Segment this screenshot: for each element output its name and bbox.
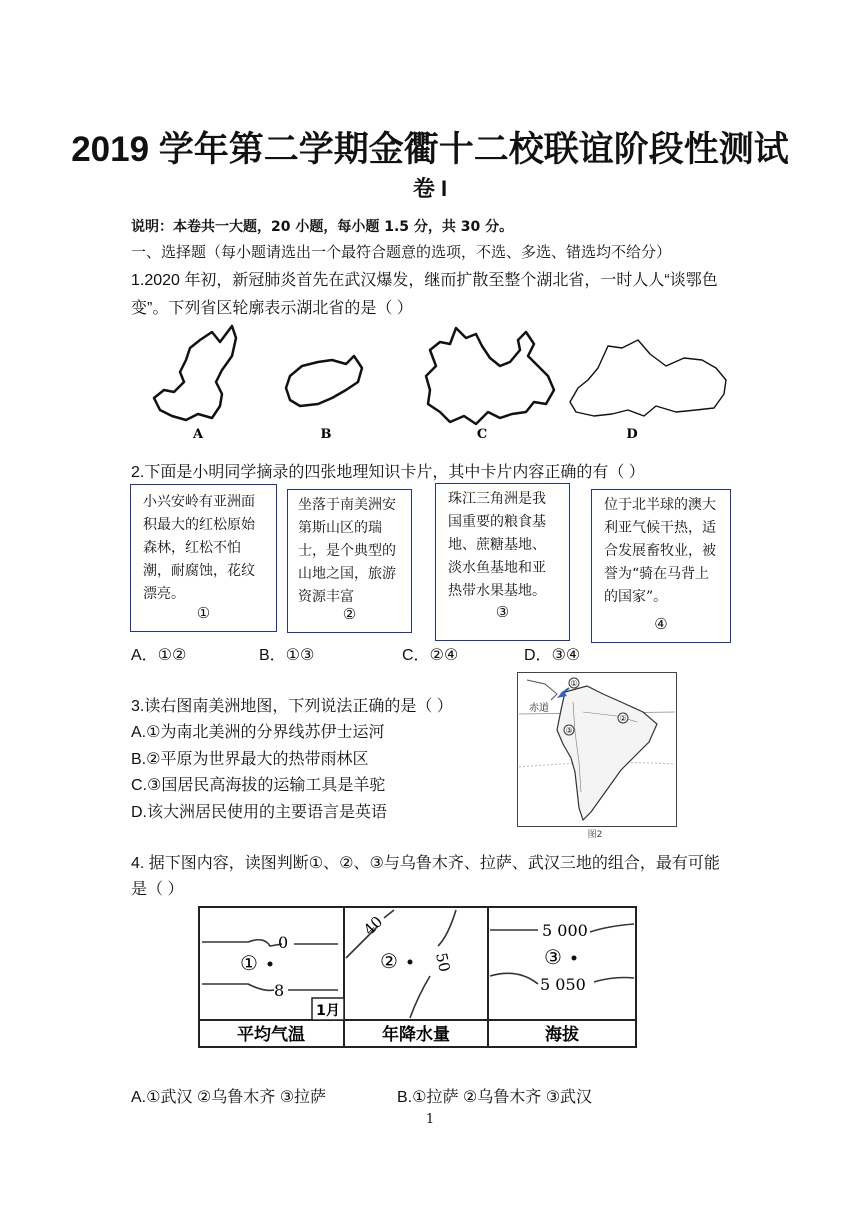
- page-subtitle: 卷 I: [412, 176, 448, 201]
- outline-b: [286, 356, 362, 406]
- q3-option-a: A.①为南北美洲的分界线苏伊士运河: [131, 724, 385, 741]
- page-title: 2019 学年第二学期金衢十二校联谊阶段性测试: [71, 130, 789, 169]
- map-caption: 图2: [587, 830, 603, 840]
- card-text: 小兴安岭有亚洲面积最大的红松原始森林，红松不怕潮，耐腐蚀，花纹漂亮。: [143, 494, 255, 602]
- panel2-isoline-a: 40: [360, 912, 387, 939]
- q1-stem-line1: 1.2020 年初，新冠肺炎首先在武汉爆发，继而扩散至整个湖北省，一时人人“谈鄂色: [131, 272, 718, 289]
- outline-a: [154, 326, 236, 420]
- card-number: ④: [654, 615, 668, 633]
- panel1-mark: ①: [240, 951, 258, 975]
- card-text: 珠江三角洲是我国重要的粮食基地、蔗糖基地、淡水鱼基地和亚热带水果基地。: [448, 491, 546, 599]
- q4-option-a: A.①武汉 ②乌鲁木齐 ③拉萨: [131, 1089, 327, 1106]
- q2-option-d: D．③④: [524, 647, 581, 664]
- label-d: D: [626, 427, 638, 442]
- q2-option-a: A．①②: [131, 647, 187, 664]
- label-c: C: [476, 427, 488, 442]
- card-number: ②: [342, 605, 357, 623]
- q2-option-b: B．①③: [259, 647, 315, 664]
- map-mark-3: ③: [565, 726, 573, 735]
- panel3-isoline-a: 5 000: [542, 921, 588, 940]
- outline-d: [570, 340, 726, 416]
- q4-stem-line2: 是（ ）: [131, 881, 184, 898]
- q3-option-b: B.②平原为世界最大的热带雨林区: [131, 751, 369, 768]
- panel3-mark: ③: [544, 945, 562, 969]
- q3-option-c: C.③国居民高海拔的运输工具是羊驼: [131, 777, 386, 794]
- section-heading: 一、选择题（每小题请选出一个最符合题意的选项，不选、多选、错选均不给分）: [131, 243, 672, 261]
- label-b: B: [320, 427, 332, 442]
- card-text: 坐落于南美洲安第斯山区的瑞士，是个典型的山地之国，旅游资源丰富: [298, 497, 396, 605]
- panel1-label: 平均气温: [237, 1025, 305, 1045]
- q1-stem-line2: 变”。下列省区轮廓表示湖北省的是（ ）: [131, 300, 413, 317]
- label-a: A: [192, 427, 204, 442]
- q1-province-outlines: [150, 320, 740, 445]
- panel2-mark: ②: [380, 949, 398, 973]
- q3-option-d: D.该大洲居民使用的主要语言是英语: [131, 804, 388, 821]
- knowledge-card-1: [130, 484, 277, 632]
- outline-c: [426, 328, 554, 424]
- panel1-isoline-a: 0: [278, 933, 289, 952]
- instructions-note: 说明：本卷共一大题，20 小题，每小题 1.5 分，共 30 分。: [131, 219, 514, 235]
- card-number: ①: [196, 604, 211, 622]
- panel2-isoline-b: 50: [432, 951, 454, 974]
- q2-stem: 2.下面是小明同学摘录的四张地理知识卡片，其中卡片内容正确的有（ ）: [131, 464, 645, 481]
- q2-option-c: C．②④: [402, 647, 459, 664]
- south-america-map: [517, 672, 677, 840]
- panel1-month-tag: 1月: [316, 1003, 340, 1019]
- panel2-label: 年降水量: [382, 1025, 450, 1045]
- page-number: 1: [425, 1112, 435, 1127]
- knowledge-card-2: [287, 489, 412, 633]
- panel3-label: 海拔: [545, 1025, 579, 1045]
- knowledge-card-4: [591, 489, 731, 643]
- equator-label: 赤道: [529, 703, 549, 714]
- knowledge-card-3: [435, 483, 570, 641]
- card-text: 位于北半球的澳大利亚气候干热，适合发展畜牧业，被誉为“骑在马背上的国家”。: [604, 497, 716, 605]
- isoline-figure: [198, 906, 640, 1048]
- q4-option-b: B.①拉萨 ②乌鲁木齐 ③武汉: [397, 1089, 593, 1106]
- panel3-isoline-b: 5 050: [540, 975, 586, 994]
- q3-stem: 3.读右图南美洲地图，下列说法正确的是（ ）: [131, 698, 453, 715]
- map-mark-1: ①: [570, 679, 578, 688]
- panel1-isoline-b: 8: [274, 981, 285, 1000]
- card-number: ③: [495, 603, 510, 621]
- q4-stem-line1: 4. 据下图内容，读图判断①、②、③与乌鲁木齐、拉萨、武汉三地的组合，最有可能: [131, 855, 720, 872]
- map-mark-2: ②: [619, 714, 627, 723]
